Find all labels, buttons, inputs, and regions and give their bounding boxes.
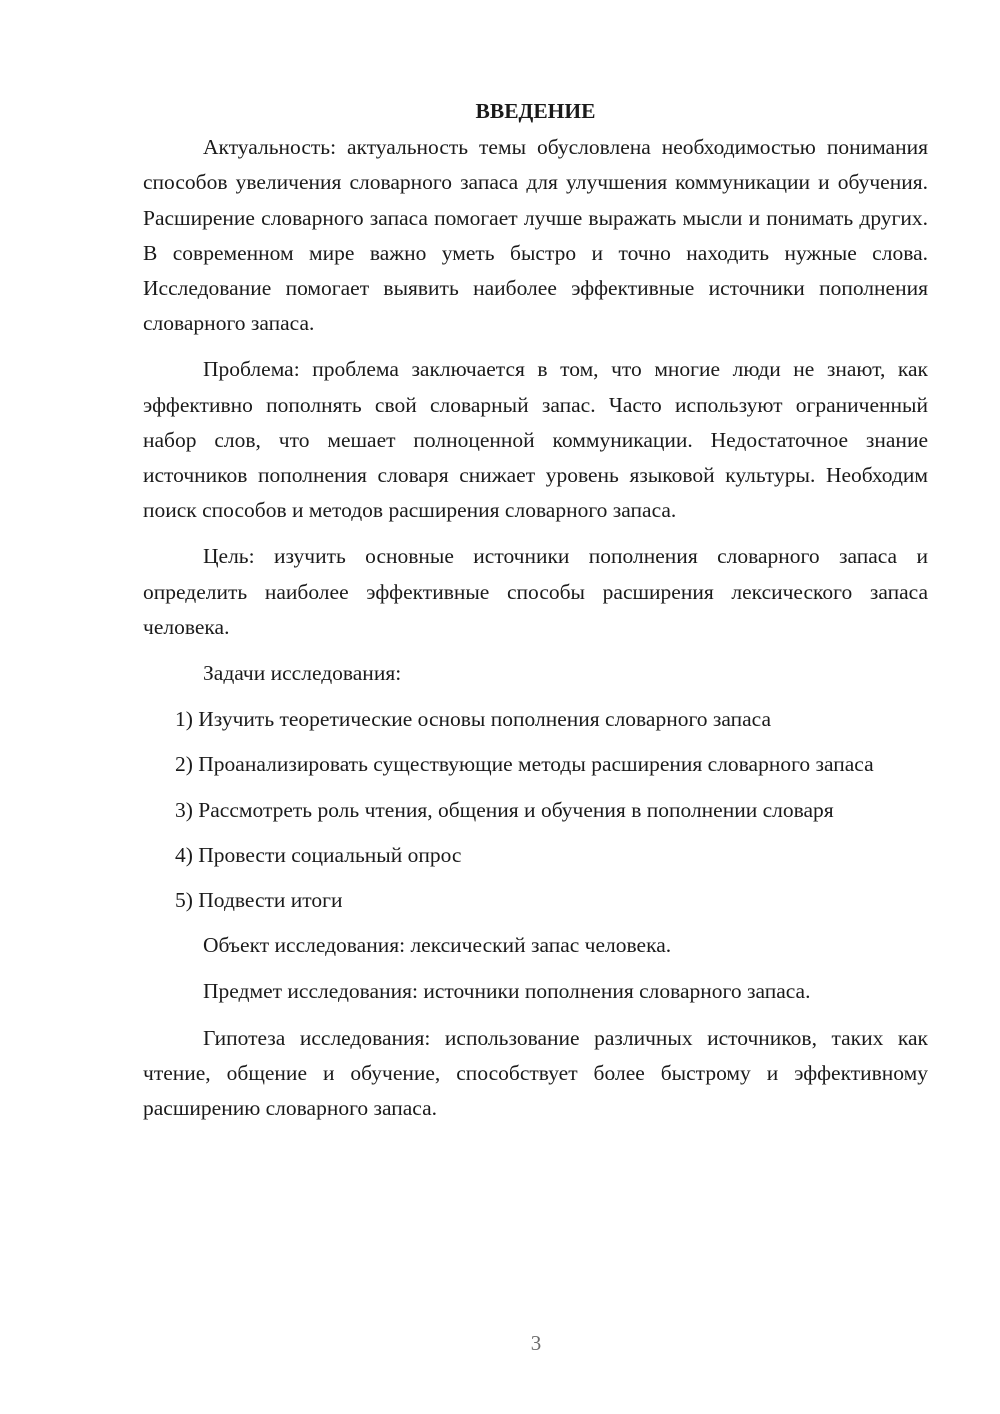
object-paragraph: Объект исследования: лексический запас человека. xyxy=(203,933,672,958)
hypothesis-paragraph: Гипотеза исследования: использование различных источников, таких как чтение, общение и обучение, способствует более быстрому и эффективному расширению словарного запаса. xyxy=(143,1025,928,1121)
page-number: 3 xyxy=(530,1331,542,1355)
task-item-5: 5) Подвести итоги xyxy=(175,888,343,913)
goal-paragraph: Цель: изучить основные источники пополнения словарного запаса и определить наиболее эффективные способы расширения лексического запаса человека. xyxy=(143,544,928,639)
task-item-2: 2) Проанализировать существующие методы расширения словарного запаса xyxy=(175,752,874,777)
task-item-1: 1) Изучить теоретические основы пополнения словарного запаса xyxy=(175,707,772,732)
tasks-heading: Задачи исследования: xyxy=(203,661,402,686)
section-title: ВВЕДЕНИЕ xyxy=(475,99,596,123)
task-item-3: 3) Рассмотреть роль чтения, общения и обучения в пополнении словаря xyxy=(175,797,834,822)
page-content xyxy=(143,94,928,1137)
problem-paragraph: Проблема: проблема заключается в том, что многие люди не знают, как эффективно пополнять свой словарный запас. Часто используют ограниченный набор слов, что мешает полноценной коммуникации. Недостаточное знание источников пополнения словаря снижает уровень языковой культуры. Необходим поиск способов и методов расширения словарного запаса. xyxy=(143,357,928,523)
task-item-4: 4) Провести социальный опрос xyxy=(175,842,462,867)
relevance-paragraph: Актуальность: актуальность темы обусловлена необходимостью понимания способов увеличения словарного запаса для улучшения коммуникации и обучения. Расширение словарного запаса помогает лучше выражать мысли и понимать других. В современном мире важно уметь быстро и точно находить нужные слова. Исследование помогает выявить наиболее эффективные источники пополнения словарного запаса. xyxy=(143,135,928,336)
subject-paragraph: Предмет исследования: источники пополнения словарного запаса. xyxy=(203,979,811,1004)
